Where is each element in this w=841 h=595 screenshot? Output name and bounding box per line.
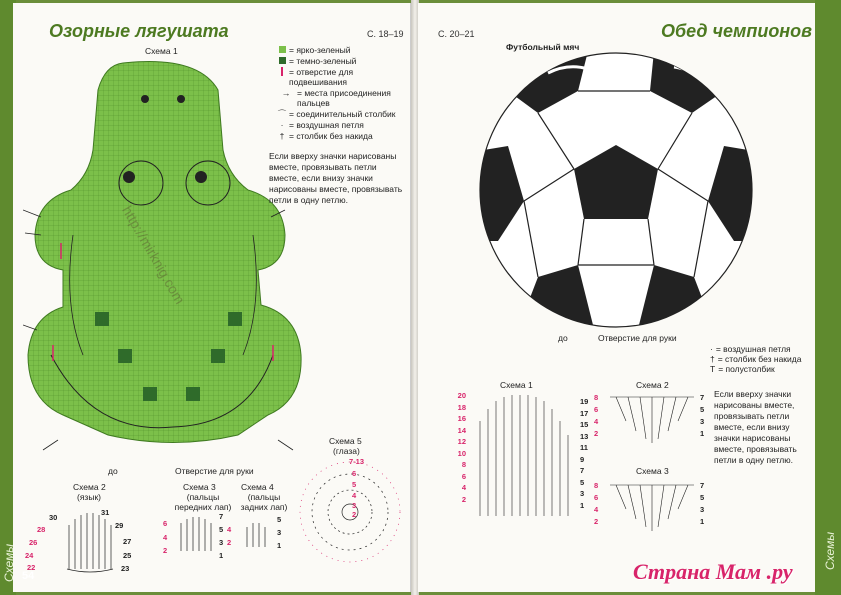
right-legend-row-2: T = полустолбик (710, 363, 775, 374)
frog-nostril-left (141, 95, 149, 103)
scheme2-label: Схема 2 (73, 482, 106, 492)
scheme2-num-right-4: 23 (121, 564, 130, 573)
scheme5-num-2: 5 (352, 480, 357, 489)
scheme2-num-left-1: 28 (37, 525, 46, 534)
scheme3-label: Схема 3 (183, 482, 216, 492)
scheme5-num-1: 6 (352, 469, 357, 478)
left-legend (275, 45, 411, 142)
light-green-square-icon (279, 46, 286, 53)
red-bar-icon (281, 67, 283, 76)
legend-row-dark-green: = темно-зеленый (275, 56, 411, 66)
scheme4-label: Схема 4 (241, 482, 274, 492)
scheme4-num-right-1: 3 (277, 528, 282, 537)
scheme2-num-left-3: 24 (25, 551, 34, 560)
scheme3-num-right-2: 3 (219, 538, 224, 547)
scheme3-sub: (пальцы передних лап) (174, 492, 232, 512)
scheme3-num-right-0: 7 (219, 512, 224, 521)
right-legend (710, 345, 801, 374)
scheme2-sub: (язык) (77, 492, 101, 502)
legend-row-light-green: = ярко-зеленый (275, 45, 411, 55)
scheme5-label: Схема 5 (329, 436, 362, 446)
single-crochet-icon: † (710, 353, 715, 364)
chain-dot-icon: · (280, 120, 284, 130)
watermark-left: http://mirknig.com (119, 203, 189, 307)
scheme3-num-right-3: 1 (219, 551, 224, 560)
right-hand-hole-do: до (558, 333, 568, 343)
scheme4-num-right-2: 1 (277, 541, 282, 550)
scheme4-num-left-0: 4 (227, 525, 232, 534)
frog-pupil-right (195, 171, 207, 183)
ball-scheme1-right-nums: 19 17 15 13 11 9 7 5 3 1 (580, 397, 589, 510)
scheme2-num-right-2: 27 (123, 537, 132, 546)
ball-scheme2-left-nums: 8 6 4 2 (594, 393, 599, 438)
frog-nostril-right (177, 95, 185, 103)
chain-dot-icon: · (710, 344, 713, 354)
scheme4-num-left-1: 2 (227, 538, 232, 547)
scheme3-num-left-2: 2 (163, 546, 168, 555)
left-hand-hole-label: Отверстие для руки (175, 466, 254, 476)
left-page (13, 3, 411, 592)
scheme2-num-right-3: 25 (123, 551, 132, 560)
legend-row-hang-hole: = отверстие для подвешивания (275, 67, 411, 87)
ball-scheme3-right-nums: 7 5 3 1 (700, 481, 705, 526)
left-page-number: 54 (22, 570, 35, 582)
dark-green-square-icon (279, 57, 286, 64)
single-crochet-icon: † (279, 131, 285, 141)
ball-scheme3-chart (604, 479, 700, 535)
ball-scheme3-label: Схема 3 (636, 466, 669, 476)
scheme4-chart (239, 519, 275, 549)
ball-scheme1-chart (468, 391, 578, 521)
frog-body-shape (28, 62, 301, 443)
scheme2-num-right-0: 31 (101, 508, 110, 517)
ball-scheme2-label: Схема 2 (636, 380, 669, 390)
scheme2-num-left-0: 30 (49, 513, 58, 522)
right-legend-row-0: · = воздушная петля (710, 344, 791, 354)
right-page (418, 3, 815, 592)
left-note: Если вверху значки нарисованы вместе, провязывать петли вместе, если внизу значки нарисованы вместе, провязывать петли в одну петлю. (269, 151, 403, 205)
frog-pupil-left (123, 171, 135, 183)
scheme5-chart (295, 457, 405, 567)
scheme3-chart (173, 513, 217, 553)
legend-row-finger-attach: → = места присоединения пальцев (281, 88, 391, 108)
legend-row-slip-stitch: ⌒ = соединительный столбик (277, 109, 396, 119)
legend-row-chain: · = воздушная петля (280, 120, 364, 130)
site-logo: Страна Мам .ру (633, 559, 793, 584)
half-double-crochet-icon: T (710, 363, 716, 374)
right-strip-text: Схемы (823, 531, 837, 570)
scheme5-num-0: 7-13 (349, 457, 365, 466)
ball-scheme2-right-nums: 7 5 3 1 (700, 393, 705, 438)
ball-scheme1-label: Схема 1 (500, 380, 533, 390)
ball-scheme3-left-nums: 8 6 4 2 (594, 481, 599, 526)
ball-scheme2-chart (604, 391, 700, 447)
right-hand-hole-label: Отверстие для руки (598, 333, 677, 343)
ball-scheme1-left-nums: 20 18 16 14 12 10 8 6 4 2 (457, 391, 466, 504)
right-page-title: Обед чемпионов (661, 21, 813, 41)
scheme2-num-left-4: 22 (27, 563, 36, 572)
frog-scheme1-label: Схема 1 (145, 46, 178, 56)
scheme5-num-4: 3 (352, 501, 357, 510)
right-page-ref: С. 20–21 (438, 29, 475, 39)
left-page-ref: С. 18–19 (367, 29, 404, 39)
scheme4-sub: (пальцы задних лап) (240, 492, 288, 512)
scheme3-num-left-0: 6 (163, 519, 168, 528)
slip-stitch-icon: ⌒ (277, 109, 287, 119)
left-strip-text: Схемы (2, 543, 16, 582)
legend-row-single-crochet: † = столбик без накида (279, 131, 373, 141)
scheme2-num-left-2: 26 (29, 538, 38, 547)
left-hand-hole-do: до (108, 466, 118, 476)
scheme4-num-right-0: 5 (277, 515, 282, 524)
right-edge-strip (815, 0, 841, 595)
scheme5-sub: (глаза) (333, 446, 360, 456)
scheme3-num-right-1: 5 (219, 525, 224, 534)
arrow-icon: → (281, 88, 291, 98)
scheme3-num-left-1: 4 (163, 533, 168, 542)
right-legend-row-1: † = столбик без накида (710, 353, 802, 364)
right-note: Если вверху значки нарисованы вместе, провязывать петли вместе, если внизу значки нарисованы вместе, провязывать петли в одну петлю. (714, 389, 797, 465)
scheme5-num-3: 4 (352, 491, 357, 500)
scheme5-num-5: 2 (352, 510, 357, 519)
ball-label: Футбольный мяч (506, 42, 580, 52)
soccer-ball-chart (478, 51, 754, 329)
scheme2-chart (59, 507, 132, 573)
scheme2-num-right-1: 29 (115, 521, 124, 530)
left-page-title: Озорные лягушата (49, 21, 229, 41)
